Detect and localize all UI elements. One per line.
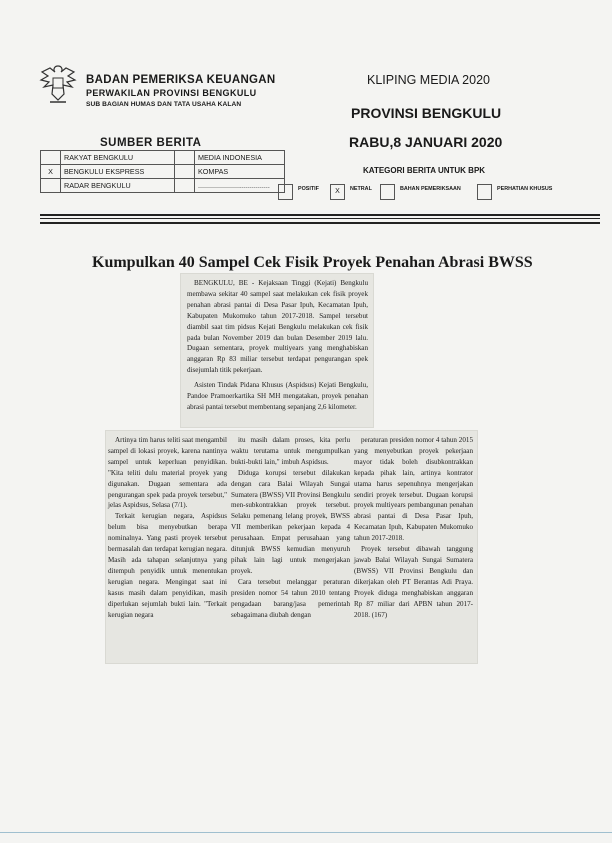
sources-title: SUMBER BERITA: [100, 137, 202, 149]
lead-paragraph: Asisten Tindak Pidana Khusus (Aspidsus) Kejati Bengkulu, Pandoe Pramoerkartika SH MH mengatakan, proyek penahan abrasi pantai tersebut membentang sepanjang 2,6 kilometer.: [187, 381, 368, 411]
category-netral-label: NETRAL: [350, 186, 372, 192]
category-bahan-checkbox[interactable]: [380, 184, 395, 200]
source-mark: [175, 179, 195, 193]
body-paragraph: Artinya tim harus teliti saat mengambil sampel di lokasi proyek, karena nantinya sampel untuk keperluan penyidikan. "Kita teliti dulu material proyek yang digunakan. Dugaan sementara ada pengurangan spek pada proyek tersebut," jelas Aspidsus, Selasa (7/1).: [108, 436, 227, 510]
sources-row: [41, 179, 285, 193]
source-mark: X: [41, 165, 61, 179]
source-name: MEDIA INDONESIA: [195, 151, 285, 165]
article-column-3: [354, 435, 473, 620]
article-lead: [181, 274, 373, 427]
source-name: ....................................: [195, 179, 285, 193]
sources-row: [41, 165, 285, 179]
source-mark: [175, 165, 195, 179]
category-bahan-label: BAHAN PEMERIKSAAN: [400, 186, 461, 192]
category-khusus-checkbox[interactable]: [477, 184, 492, 200]
date-title: RABU,8 JANUARI 2020: [349, 134, 503, 150]
category-netral-checkbox[interactable]: X: [330, 184, 345, 200]
divider: [40, 214, 600, 216]
sources-row: [41, 151, 285, 165]
province-title: PROVINSI BENGKULU: [351, 105, 502, 121]
source-name: RAKYAT BENGKULU: [61, 151, 175, 165]
article-column-2: [231, 435, 350, 620]
sources-table: [40, 150, 285, 193]
body-paragraph: Proyek tersebut dibawah tanggung jawab Balai Wilayah Sungai Sumatera (BWSS) VII Provinsi Bengkulu dan dikerjakan oleh PT Berantas Adi Praya. Proyek diduga menghabiskan anggaran Rp 87 miliar dari APBN tahun 2017-2018. (167): [354, 545, 473, 619]
source-name: KOMPAS: [195, 165, 285, 179]
source-name: BENGKULU EKSPRESS: [61, 165, 175, 179]
body-paragraph: peraturan presiden nomor 4 tahun 2015 yang menyebutkan proyek pekerjaan mayor tidak boleh disubkontrakkan kepada pihak lain, artinya kontrator utama harus sepenuhnya mengerjakan sendiri proyek tersebut. Dugaan korupsi proyek multiyears pembangunan penahan abrasi pantai di Desa Pasar Ipuh, Kecamatan Ipuh, Kabupaten Mukomuko tahun 2017-2018.: [354, 436, 473, 543]
body-paragraph: Diduga korupsi tersebut dilakukan dengan cara Balai Wilayah Sungai Sumatera (BWSS) VII Provinsi Bengkulu men-subkontrakkan proyek tersebut. Selaku pemenang lelang proyek, BWSS VII memberikan pekerjaan kepada 4 perusahaan. Empat perusahaan yang ditunjuk BWSS kemudian menyuruh pihak lain lagi untuk mengerjakan proyek.: [231, 468, 350, 575]
body-paragraph: Terkait kerugian negara, Aspidsus belum bisa menyebutkan berapa nominalnya. Yang pasti proyek tersebut bermasalah dan terdapat kerugian negara. Masih ada tahapan selanjutnya yang ditempuh penyidik untuk menentukan kerugian negara. Mengingat saat ini kasus masih dalam penyidikan, masih diperlukan sejumlah bukti lain. "Terkait kerugian negara: [108, 512, 227, 619]
org-name: BADAN PEMERIKSA KEUANGAN: [86, 74, 276, 86]
source-name: RADAR BENGKULU: [61, 179, 175, 193]
org-subdivision: SUB BAGIAN HUMAS DAN TATA USAHA KALAN: [86, 101, 242, 108]
kliping-title: KLIPING MEDIA 2020: [367, 73, 490, 87]
body-paragraph: Cara tersebut melanggar peraturan presiden nomor 54 tahun 2010 tentang pengadaan barang/jasa pemerintah sebagaimana diubah dengan: [231, 577, 350, 619]
divider: [40, 222, 600, 224]
body-paragraph: itu masih dalam proses, kita perlu waktu terutama untuk mengumpulkan bukti-bukti lain," imbuh Aspidsus.: [231, 436, 350, 466]
source-mark: [41, 179, 61, 193]
lead-paragraph: BENGKULU, BE - Kejaksaan Tinggi (Kejati) Bengkulu membawa sekitar 40 sampel saat melakukan cek fisik proyek penahan abrasi pantai di Desa Pasar Ipuh, Kecamatan Ipuh, Kabupaten Mukomuko tahun 2017-2018. Sampel tersebut diambil saat tim pidsus Kejati Bengkulu melakukan cek fisik pada bulan November 2019 dan bulan Desember 2019 lalu. Dugaan sementara, proyek multiyears yang menghabiskan anggaran Rp 83 miliar tersebut terdapat pengurangan spek disejumlah titik pekerjaan.: [187, 279, 368, 375]
category-khusus-label: PERHATIAN KHUSUS: [497, 186, 553, 192]
category-positif-checkbox[interactable]: [278, 184, 293, 200]
page-edge-line: [0, 832, 612, 833]
category-positif-label: POSITIF: [298, 186, 319, 192]
divider: [40, 218, 600, 219]
garuda-emblem-icon: [38, 62, 78, 106]
org-branch: PERWAKILAN PROVINSI BENGKULU: [86, 88, 257, 98]
article-headline: Kumpulkan 40 Sampel Cek Fisik Proyek Penahan Abrasi BWSS: [92, 254, 533, 271]
category-title: KATEGORI BERITA UNTUK BPK: [363, 166, 486, 175]
source-mark: [175, 151, 195, 165]
article-column-1: [108, 435, 227, 620]
source-mark: [41, 151, 61, 165]
